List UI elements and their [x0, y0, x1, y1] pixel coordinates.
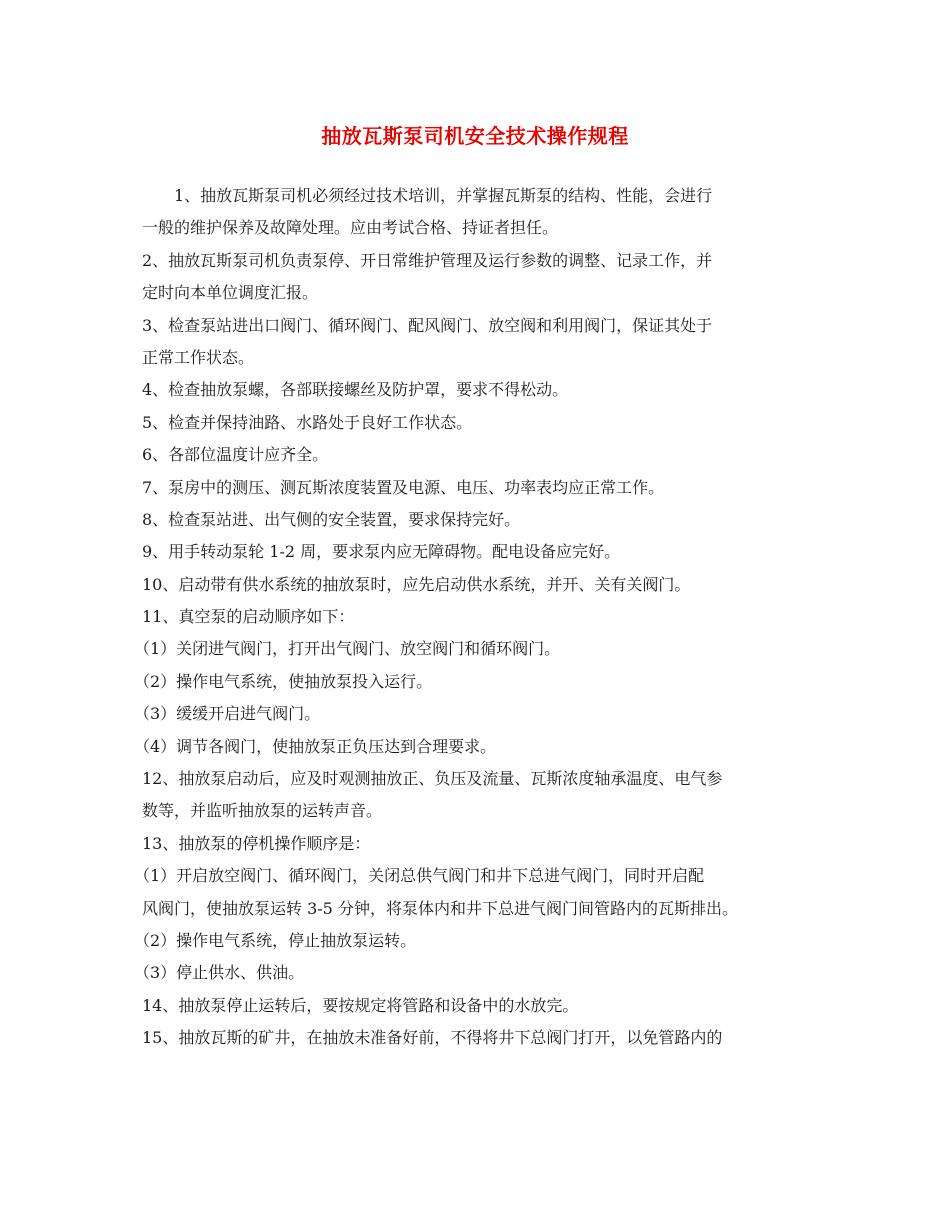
document-body — [134, 180, 822, 1055]
paragraph-line: 定时向本单位调度汇报。 — [142, 283, 319, 303]
paragraph-line: 一般的维护保养及故障处理。应由考试合格、持证者担任。 — [142, 218, 559, 238]
paragraph-line: 3、检查泵站进出口阀门、循环阀门、配风阀门、放空阀和利用阀门，保证其处于 — [142, 315, 713, 335]
document-title: 抽放瓦斯泵司机安全技术操作规程 — [321, 124, 629, 148]
paragraph-line: 4、检查抽放泵螺，各部联接螺丝及防护罩，要求不得松动。 — [142, 380, 569, 400]
paragraph-line: 7、泵房中的测压、测瓦斯浓度装置及电源、电压、功率表均应正常工作。 — [142, 477, 665, 497]
paragraph-line: 5、检查并保持油路、水路处于良好工作状态。 — [142, 412, 473, 432]
paragraph-line: （3）缓缓开启进气阀门。 — [134, 704, 321, 724]
paragraph-line: 9、用手转动泵轮 1-2 周，要求泵内应无障碍物。配电设备应完好。 — [142, 542, 621, 562]
paragraph-line: 正常工作状态。 — [142, 347, 255, 367]
paragraph-line: （2）操作电气系统，停止抽放泵运转。 — [134, 930, 417, 950]
paragraph-line: 2、抽放瓦斯泵司机负责泵停、开日常维护管理及运行参数的调整、记录工作，并 — [142, 250, 713, 270]
paragraph-line: 风阀门，使抽放泵运转 3-5 分钟，将泵体内和井下总进气阀门间管路内的瓦斯排出。 — [142, 898, 738, 918]
paragraph-line: 15、抽放瓦斯的矿井，在抽放未准备好前，不得将井下总阀门打开，以免管路内的 — [142, 1028, 723, 1048]
paragraph-line: 1、抽放瓦斯泵司机必须经过技术培训，并掌握瓦斯泵的结构、性能，会进行 — [174, 186, 713, 205]
paragraph-line: 11、真空泵的启动顺序如下： — [142, 607, 355, 627]
paragraph-line: 10、启动带有供水系统的抽放泵时，应先启动供水系统，并开、关有关阀门。 — [142, 574, 691, 594]
paragraph-line: （3）停止供水、供油。 — [134, 963, 305, 983]
paragraph-line: 13、抽放泵的停机操作顺序是： — [142, 833, 371, 853]
paragraph-line: （1）开启放空阀门、循环阀门，关闭总供气阀门和井下总进气阀门，同时开启配 — [134, 866, 705, 886]
paragraph-line: 6、各部位温度计应齐全。 — [142, 445, 329, 465]
paragraph-line: 14、抽放泵停止运转后，要按规定将管路和设备中的水放完。 — [142, 995, 579, 1015]
paragraph-line: 12、抽放泵启动后，应及时观测抽放正、负压及流量、瓦斯浓度轴承温度、电气参 — [142, 769, 723, 789]
paragraph-line: 数等，并监听抽放泵的运转声音。 — [142, 801, 383, 821]
paragraph-line: 8、检查泵站进、出气侧的安全装置，要求保持完好。 — [142, 509, 521, 529]
paragraph-line: （2）操作电气系统，使抽放泵投入运行。 — [134, 671, 433, 691]
paragraph-line: （4）调节各阀门，使抽放泵正负压达到合理要求。 — [134, 736, 497, 756]
paragraph-line: （1）关闭进气阀门，打开出气阀门、放空阀门和循环阀门。 — [134, 639, 561, 659]
